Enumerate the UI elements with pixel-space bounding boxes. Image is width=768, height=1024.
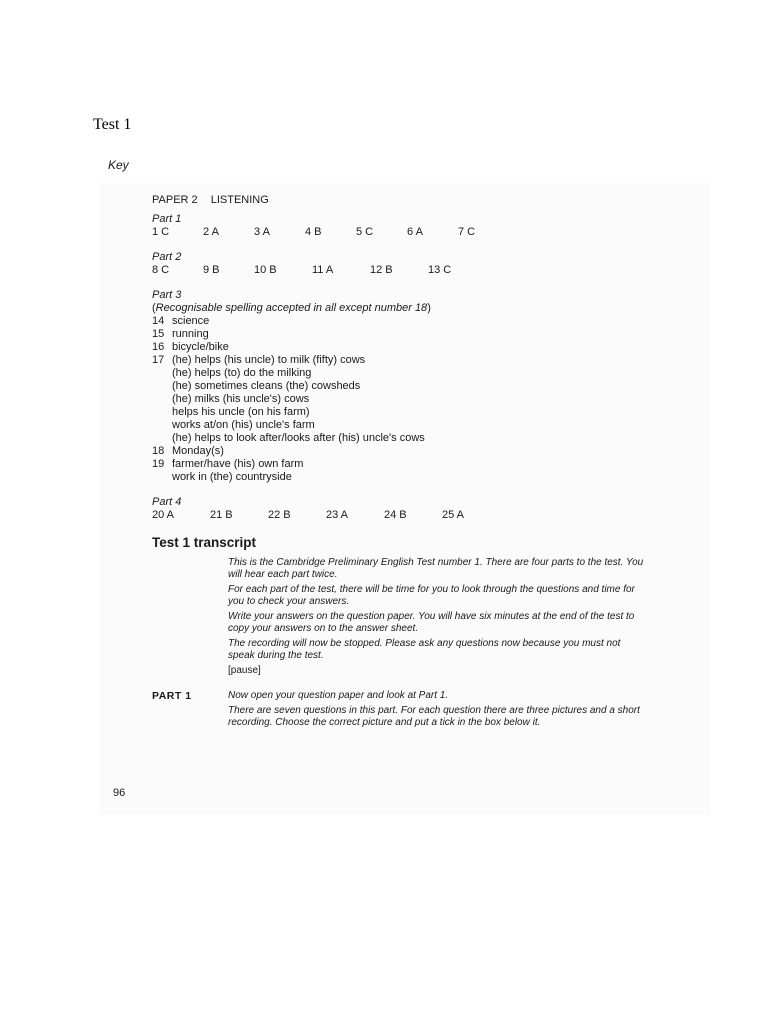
part2-answers bbox=[152, 264, 672, 277]
answer-item: 24 B bbox=[384, 509, 407, 521]
answer-item: 3 A bbox=[254, 226, 270, 238]
pause-marker: [pause] bbox=[228, 665, 261, 676]
paper-label: PAPER 2 bbox=[152, 194, 198, 206]
answer-item: 23 A bbox=[326, 509, 349, 521]
list-item: 16 bicycle/bike bbox=[152, 341, 229, 353]
answer-key-content bbox=[152, 194, 672, 732]
answer-item: 8 C bbox=[152, 264, 170, 276]
transcript-paragraph: There are seven questions in this part. For each question there are three pictures and a short recording. Choose the correct picture and put a tick in the box below it. bbox=[228, 705, 640, 728]
part1-answers bbox=[152, 226, 672, 239]
transcript-part1-label: PART 1 bbox=[152, 690, 192, 702]
answer-item: 11 A bbox=[312, 264, 334, 276]
list-item: (he) sometimes cleans (the) cowsheds bbox=[172, 380, 361, 392]
part3-note: (Recognisable spelling accepted in all except number 18) bbox=[152, 302, 431, 314]
list-item: (he) helps to look after/looks after (his) uncle's cows bbox=[172, 432, 425, 444]
transcript-paragraph: Write your answers on the question paper. You will have six minutes at the end of the test to copy your answers on to the answer sheet. bbox=[228, 611, 635, 634]
answer-item: 25 A bbox=[442, 509, 465, 521]
transcript-paragraph: For each part of the test, there will be time for you to look through the questions and time for you to check your answers. bbox=[228, 584, 635, 607]
transcript-title: Test 1 transcript bbox=[152, 535, 257, 550]
answer-item: 12 B bbox=[370, 264, 393, 276]
list-item: (he) milks (his uncle's) cows bbox=[172, 393, 310, 405]
part3-answers bbox=[152, 315, 672, 484]
paper-heading bbox=[152, 194, 672, 207]
part1-label: Part 1 bbox=[152, 213, 182, 225]
answer-item: 6 A bbox=[407, 226, 423, 238]
answer-item: 9 B bbox=[203, 264, 220, 276]
list-item: 15 running bbox=[152, 328, 209, 340]
answer-item: 22 B bbox=[268, 509, 291, 521]
answer-item: 7 C bbox=[458, 226, 476, 238]
answer-item: 13 C bbox=[428, 264, 452, 276]
key-label: Key bbox=[108, 158, 129, 172]
list-item: (he) helps (to) do the milking bbox=[172, 367, 312, 379]
answer-item: 21 B bbox=[210, 509, 233, 521]
answer-item: 20 A bbox=[152, 509, 175, 521]
transcript-intro bbox=[152, 557, 672, 680]
answer-item: 1 C bbox=[152, 226, 170, 238]
list-item: helps his uncle (on his farm) bbox=[172, 406, 310, 418]
answer-item: 10 B bbox=[254, 264, 277, 276]
transcript-paragraph: This is the Cambridge Preliminary English Test number 1. There are four parts to the test. You will hear each part twice. bbox=[228, 557, 644, 580]
page-number: 96 bbox=[113, 787, 126, 799]
page-title: Test 1 bbox=[93, 116, 132, 133]
answer-item: 4 B bbox=[305, 226, 322, 238]
part2-label: Part 2 bbox=[152, 251, 182, 263]
answer-item: 2 A bbox=[203, 226, 219, 238]
list-item: 19 farmer/have (his) own farm bbox=[152, 458, 304, 470]
paper-name: LISTENING bbox=[210, 194, 269, 206]
transcript-part1 bbox=[152, 690, 672, 732]
part4-answers bbox=[152, 509, 672, 522]
list-item: 14 science bbox=[152, 315, 210, 327]
list-item: works at/on (his) uncle's farm bbox=[172, 419, 315, 431]
list-item: 18 Monday(s) bbox=[152, 445, 224, 457]
part4-label: Part 4 bbox=[152, 496, 182, 508]
list-item: work in (the) countryside bbox=[172, 471, 292, 483]
answer-item: 5 C bbox=[356, 226, 374, 238]
list-item: 17 (he) helps (his uncle) to milk (fifty) cows bbox=[152, 354, 366, 366]
transcript-paragraph: Now open your question paper and look at Part 1. bbox=[228, 690, 449, 701]
transcript-paragraph: The recording will now be stopped. Please ask any questions now because you must not speak during the test. bbox=[228, 638, 621, 661]
part3-label: Part 3 bbox=[152, 289, 182, 301]
